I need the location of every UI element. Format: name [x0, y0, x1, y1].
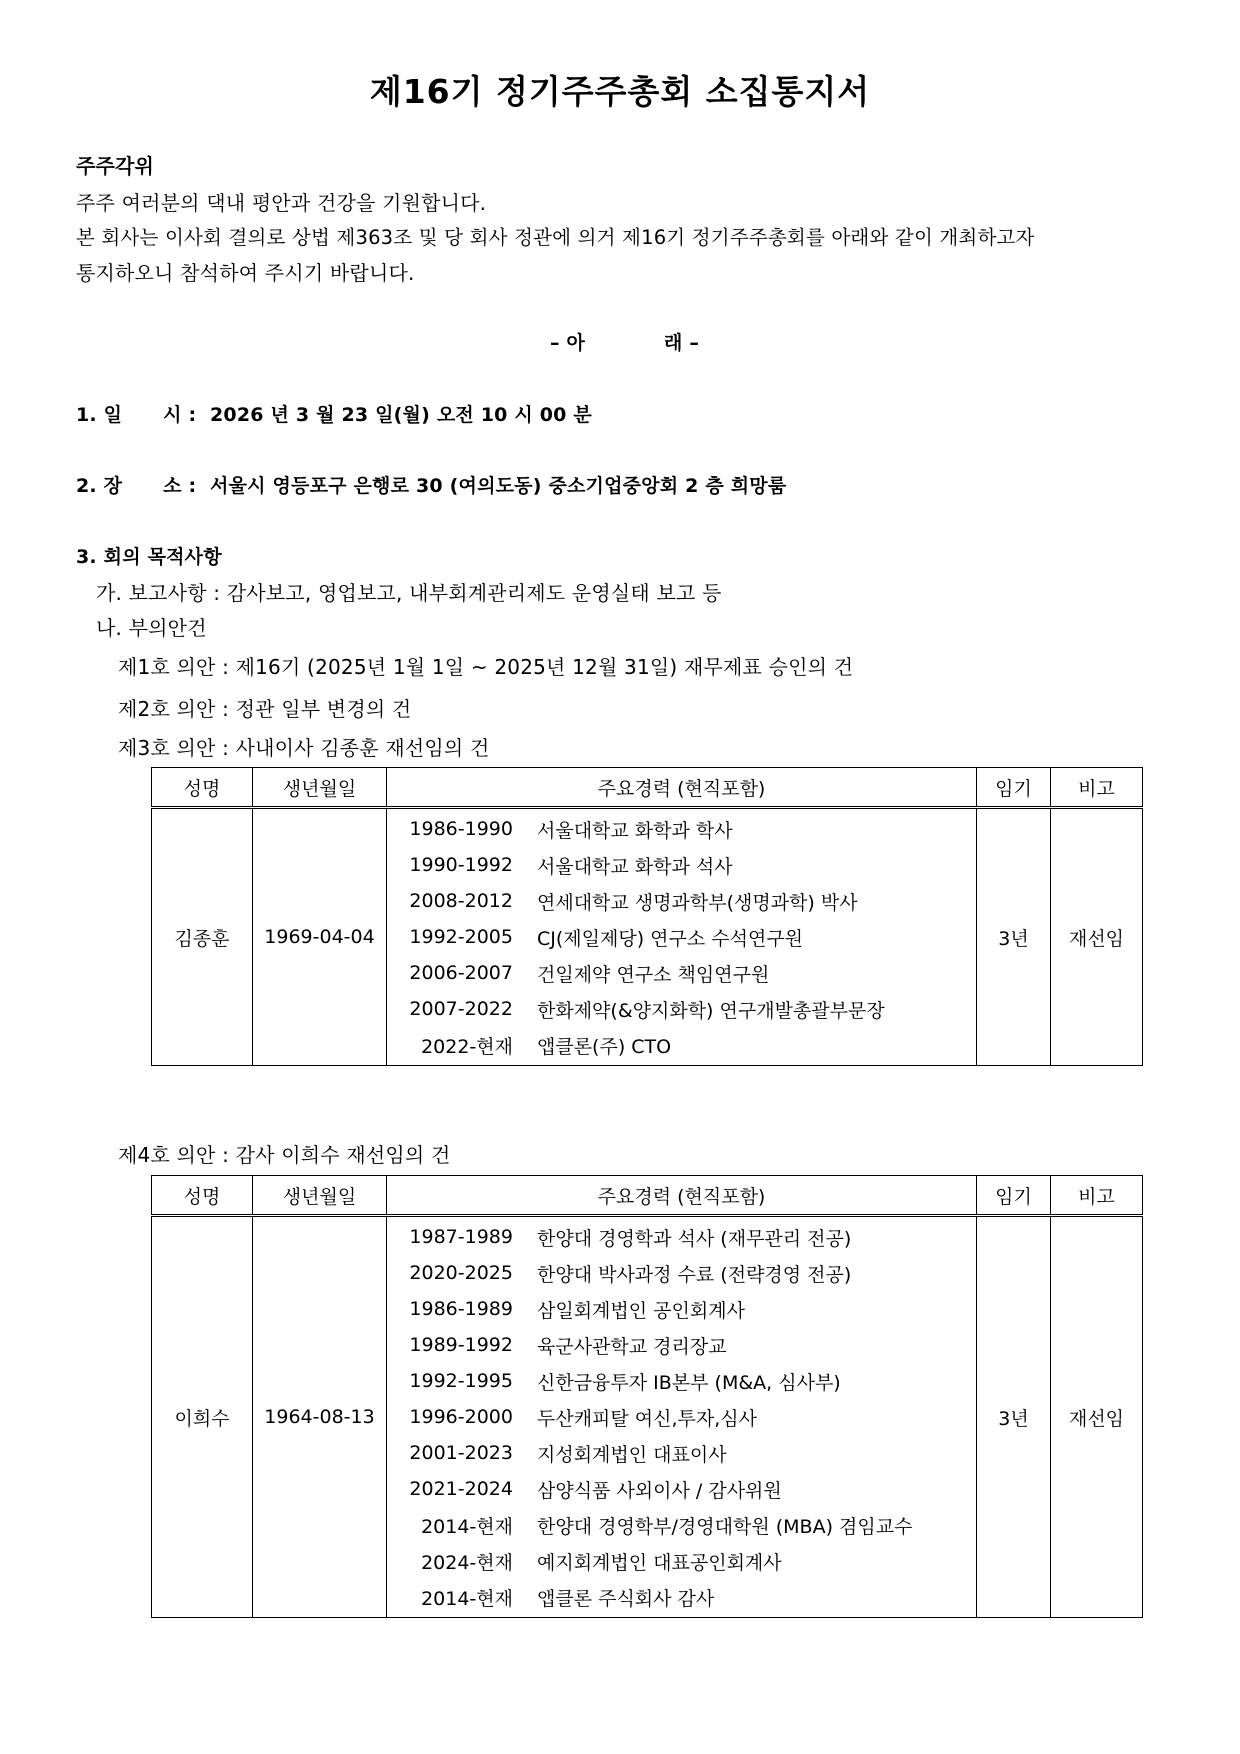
table-header-row: [152, 1176, 1143, 1216]
career-entry: [387, 955, 976, 991]
career-year: 2001-2023: [409, 1442, 513, 1464]
career-entry: [387, 1255, 976, 1291]
intro-line-3: 통지하오니 참석하여 주시기 바랍니다.: [76, 261, 415, 285]
agenda-resolution: 나. 부의안건: [96, 616, 207, 640]
proposal-3: 제3호 의안 : 사내이사 김종훈 재선임의 건: [118, 736, 490, 760]
place-value: 서울시 영등포구 은행로 30 (여의도동) 중소기업중앙회 2 층 희망룸: [210, 475, 787, 497]
career-year: 1992-1995: [409, 1370, 513, 1392]
header-name: 성명: [152, 1176, 253, 1216]
table-row: [152, 808, 1143, 1066]
header-birth: 생년월일: [253, 1176, 387, 1216]
candidate-2-table: [151, 1175, 1143, 1618]
candidate-name: 김종훈: [152, 808, 253, 1066]
career-description: 한양대 박사과정 수료 (전략경영 전공): [537, 1263, 852, 1286]
candidate-birth: 1969-04-04: [253, 808, 387, 1066]
career-year: 2024-현재: [421, 1551, 513, 1574]
career-year: 1989-1992: [409, 1334, 513, 1356]
header-career: 주요경력 (현직포함): [387, 1176, 977, 1216]
salutation: 주주각위: [76, 154, 155, 178]
career-entry: [387, 883, 976, 919]
career-year: 2007-2022: [409, 998, 513, 1020]
career-entry: [387, 847, 976, 883]
career-entry: [387, 1363, 976, 1399]
candidate-term: 3년: [977, 1216, 1051, 1618]
career-year: 1992-2005: [409, 926, 513, 948]
header-career: 주요경력 (현직포함): [387, 768, 977, 808]
date-label: 1. 일 시 :: [76, 404, 197, 426]
career-description: 예지회계법인 대표공인회계사: [537, 1551, 782, 1574]
notice-header-left: – 아: [550, 332, 586, 354]
career-description: 앱클론(주) CTO: [537, 1035, 672, 1058]
career-description: 건일제약 연구소 책임연구원: [537, 963, 770, 986]
header-birth: 생년월일: [253, 768, 387, 808]
career-entry: [387, 1291, 976, 1327]
career-year: 1996-2000: [409, 1406, 513, 1428]
career-year: 2022-현재: [421, 1035, 513, 1058]
career-description: 서울대학교 화학과 학사: [537, 819, 733, 842]
proposal-2: 제2호 의안 : 정관 일부 변경의 건: [118, 697, 412, 721]
career-entry: [387, 1543, 976, 1579]
candidate-1-table: [151, 767, 1143, 1066]
career-year: 1990-1992: [409, 854, 513, 876]
career-year: 2021-2024: [409, 1478, 513, 1500]
career-year: 2014-현재: [421, 1587, 513, 1610]
career-year: 2020-2025: [409, 1262, 513, 1284]
table-row: [152, 1216, 1143, 1618]
career-description: 지성회계법인 대표이사: [537, 1443, 727, 1466]
career-description: 앱클론 주식회사 감사: [537, 1587, 715, 1610]
career-year: 1987-1989: [409, 1226, 513, 1248]
candidate-term: 3년: [977, 808, 1051, 1066]
career-description: 서울대학교 화학과 석사: [537, 855, 733, 878]
career-entry: [387, 1507, 976, 1543]
candidate-birth: 1964-08-13: [253, 1216, 387, 1618]
table-header-row: [152, 768, 1143, 808]
header-note: 비고: [1051, 1176, 1143, 1216]
agenda-report: 가. 보고사항 : 감사보고, 영업보고, 내부회계관리제도 운영실태 보고 등: [96, 581, 722, 605]
agenda-label: 3. 회의 목적사항: [76, 546, 222, 568]
header-term: 임기: [977, 768, 1051, 808]
career-entry: [387, 811, 976, 847]
proposal-4: 제4호 의안 : 감사 이희수 재선임의 건: [118, 1143, 451, 1167]
career-year: 2006-2007: [409, 962, 513, 984]
career-entry: [387, 991, 976, 1027]
intro-line-2: [76, 222, 1164, 250]
career-description: 삼일회계법인 공인회계사: [537, 1299, 745, 1322]
intro-line-1: 주주 여러분의 댁내 평안과 건강을 기원합니다.: [76, 191, 487, 215]
career-description: 한화제약(&양지화학) 연구개발총괄부문장: [537, 999, 885, 1022]
career-entry: [387, 1027, 976, 1063]
career-description: 연세대학교 생명과학부(생명과학) 박사: [537, 891, 858, 914]
career-entry: [387, 1327, 976, 1363]
career-description: 한양대 경영학부/경영대학원 (MBA) 겸임교수: [537, 1515, 913, 1538]
career-entry: [387, 1471, 976, 1507]
candidate-note: 재선임: [1051, 808, 1143, 1066]
career-year: 1986-1990: [409, 818, 513, 840]
header-name: 성명: [152, 768, 253, 808]
career-cell: [387, 808, 977, 1066]
career-entry: [387, 1435, 976, 1471]
career-year: 2008-2012: [409, 890, 513, 912]
notice-header-right: 래 –: [664, 332, 700, 354]
header-note: 비고: [1051, 768, 1143, 808]
career-description: 육군사관학교 경리장교: [537, 1335, 727, 1358]
career-year: 2014-현재: [421, 1515, 513, 1538]
career-list: [387, 809, 976, 1065]
candidate-note: 재선임: [1051, 1216, 1143, 1618]
career-entry: [387, 1219, 976, 1255]
place-label: 2. 장 소 :: [76, 475, 197, 497]
career-entry: [387, 919, 976, 955]
career-list: [387, 1217, 976, 1617]
career-entry: [387, 1579, 976, 1615]
career-description: 두산캐피탈 여신,투자,심사: [537, 1407, 758, 1430]
intro-line-2-text: 본 회사는 이사회 결의로 상법 제363조 및 당 회사 정관에 의거 제16기 정기주주총회를 아래와 같이 개최하고자: [76, 226, 1035, 249]
career-cell: [387, 1216, 977, 1618]
career-description: CJ(제일제당) 연구소 수석연구원: [537, 927, 804, 950]
date-value: 2026 년 3 월 23 일(월) 오전 10 시 00 분: [210, 404, 592, 426]
candidate-name: 이희수: [152, 1216, 253, 1618]
document-title: 제16기 정기주주총회 소집통지서: [369, 72, 871, 111]
career-description: 한양대 경영학과 석사 (재무관리 전공): [537, 1227, 852, 1250]
proposal-1: 제1호 의안 : 제16기 (2025년 1월 1일 ~ 2025년 12월 31일) 재무제표 승인의 건: [118, 655, 854, 679]
career-entry: [387, 1399, 976, 1435]
header-term: 임기: [977, 1176, 1051, 1216]
career-description: 신한금융투자 IB본부 (M&A, 심사부): [537, 1371, 841, 1394]
career-year: 1986-1989: [409, 1298, 513, 1320]
career-description: 삼양식품 사외이사 / 감사위원: [537, 1479, 782, 1502]
